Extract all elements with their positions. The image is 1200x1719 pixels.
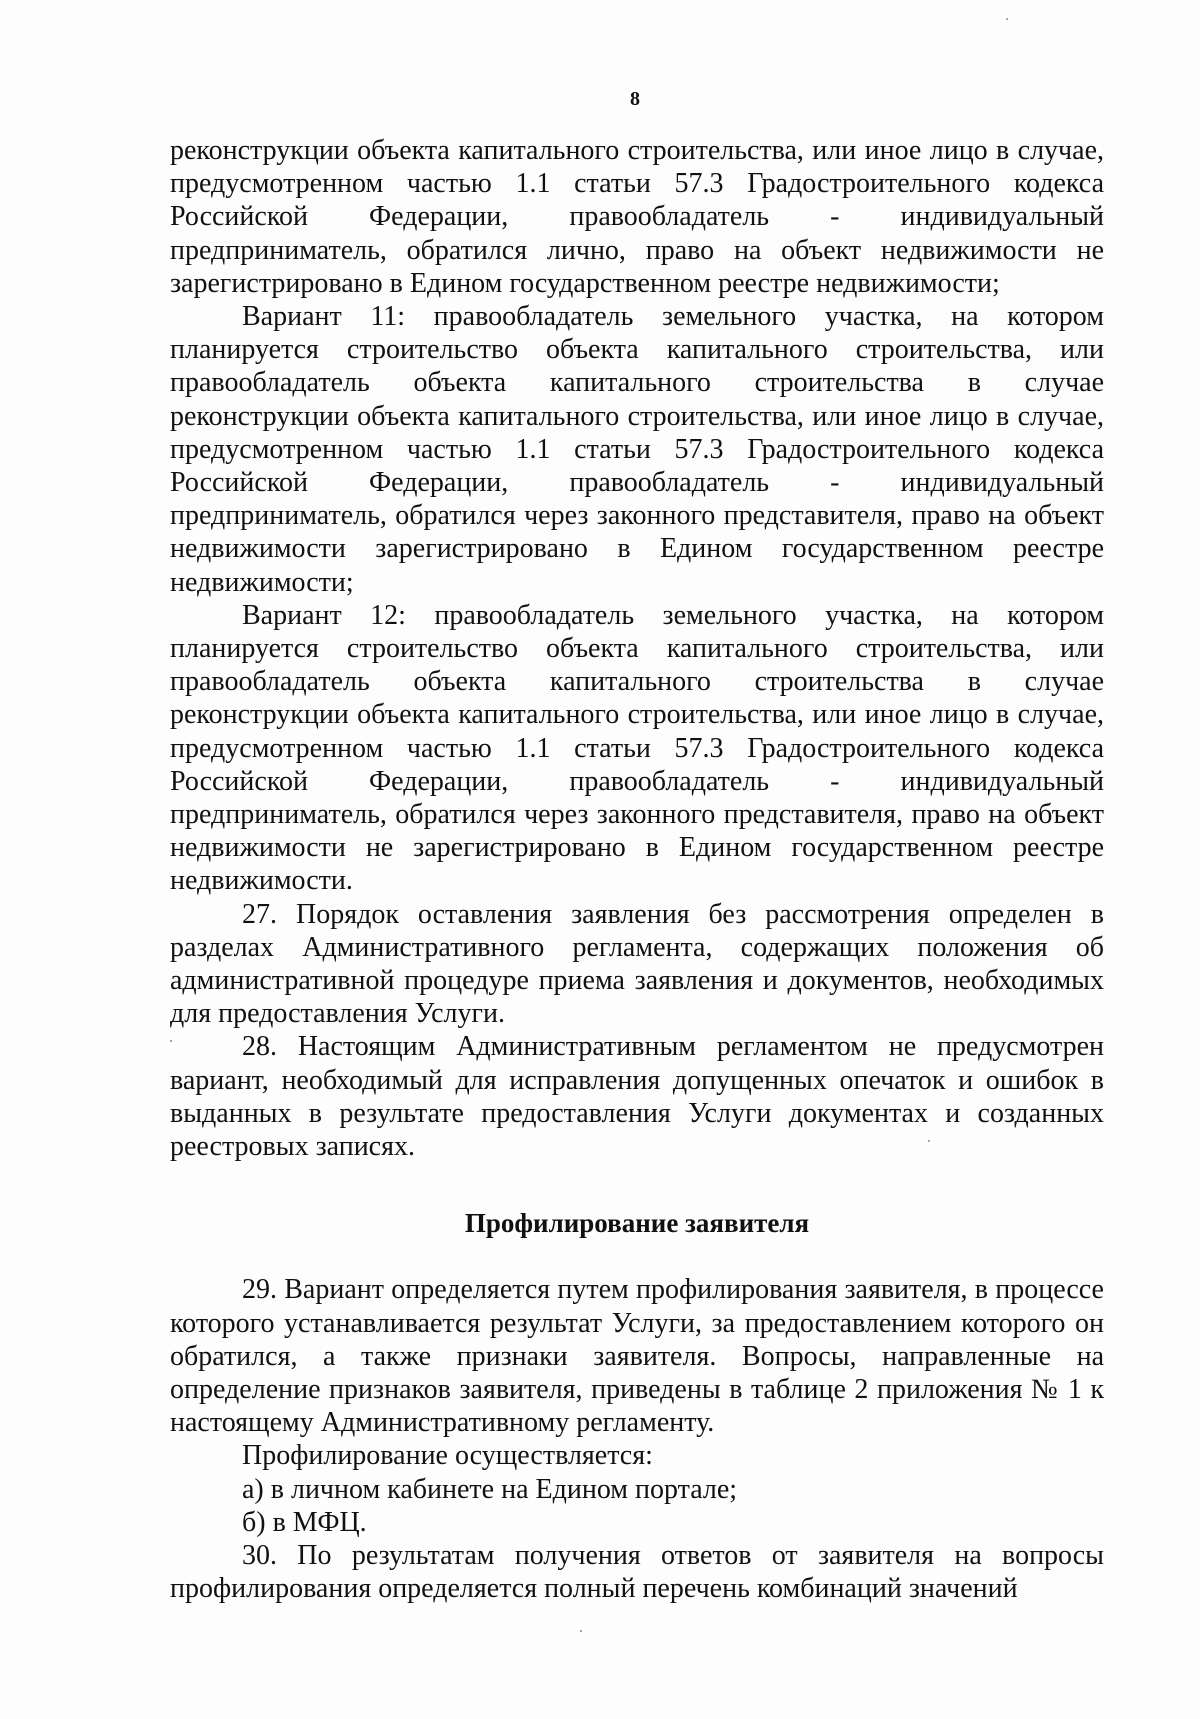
paragraph-item-28: 28. Настоящим Административным регламентом не предусмотрен вариант, необходимый для исправления допущенных опечаток и ошибок в выданных в результате предоставления Услуги документах и созданных реестровых записях. xyxy=(170,1031,1104,1163)
list-item-a: а) в личном кабинете на Едином портале; xyxy=(242,1473,738,1505)
scan-speck xyxy=(170,1040,172,1042)
paragraph-variant-12: Вариант 12: правообладатель земельного участка, на котором планируется строительство объекта капитального строительства, или правообладатель объекта капитального строительства в случае реконструкции объекта капитального строительства, или иное лицо в случае, предусмотренном частью 1.1 статьи 57.3 Градостроительного кодекса Российской Федерации, правообладатель - индивидуальный предприниматель, обратился через законного представителя, право на объект недвижимости не зарегистрировано в Едином государственном реестре недвижимости. xyxy=(170,599,1104,897)
list-item-b: б) в МФЦ. xyxy=(242,1506,367,1538)
paragraph-item-29: 29. Вариант определяется путем профилирования заявителя, в процессе которого устанавливается результат Услуги, за предоставлением которого он обратился, а также признаки заявителя. Вопросы, направленные на определение признаков заявителя, приведены в таблице 2 приложения № 1 к настоящему Административному регламенту. xyxy=(170,1274,1104,1439)
paragraph-item-30: 30. По результатам получения ответов от заявителя на вопросы профилирования определяется полный перечень комбинаций значений xyxy=(170,1539,1104,1605)
page-body xyxy=(170,134,1104,1605)
scan-speck xyxy=(928,1140,930,1142)
paragraph-item-27: 27. Порядок оставления заявления без рассмотрения определен в разделах Административного регламента, содержащих положения об административной процедуре приема заявления и документов, необходимых для предоставления Услуги. xyxy=(170,898,1104,1030)
paragraph-profiling-intro: Профилирование осуществляется: xyxy=(242,1440,653,1472)
page-number: 8 xyxy=(630,88,640,110)
scan-speck xyxy=(1006,18,1008,20)
paragraph-continuation: реконструкции объекта капитального строительства, или иное лицо в случае, предусмотренном частью 1.1 статьи 57.3 Градостроительного кодекса Российской Федерации, правообладатель - индивидуальный предприниматель, обратился лично, право на объект недвижимости не зарегистрировано в Едином государственном реестре недвижимости; xyxy=(170,135,1104,299)
section-heading: Профилирование заявителя xyxy=(464,1208,810,1239)
paragraph-variant-11: Вариант 11: правообладатель земельного участка, на котором планируется строительство объекта капитального строительства, или правообладатель объекта капитального строительства в случае реконструкции объекта капитального строительства, или иное лицо в случае, предусмотренном частью 1.1 статьи 57.3 Градостроительного кодекса Российской Федерации, правообладатель - индивидуальный предприниматель, обратился через законного представителя, право на объект недвижимости зарегистрировано в Едином государственном реестре недвижимости; xyxy=(170,301,1104,598)
scan-speck xyxy=(580,1630,582,1632)
